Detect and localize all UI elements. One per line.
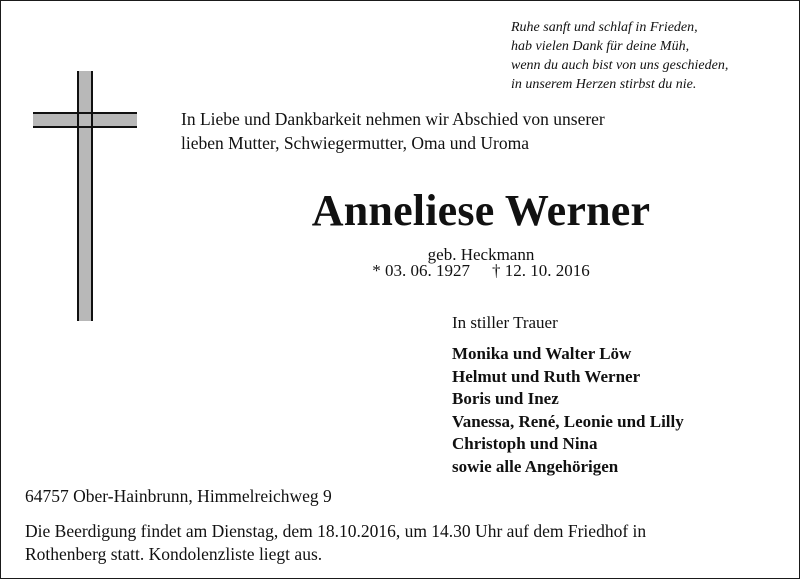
deceased-name: Anneliese Werner	[311, 186, 651, 235]
intro-line: In Liebe und Dankbarkeit nehmen wir Abschied von unserer	[181, 109, 605, 129]
mourner-name: Vanessa, René, Leonie und Lilly	[452, 411, 684, 431]
funeral-line: Rothenberg statt. Kondolenzliste liegt aus.	[25, 544, 323, 564]
poem-line: wenn du auch bist von uns geschieden,	[511, 58, 729, 73]
family-address: 64757 Ober-Hainbrunn, Himmelreichweg 9	[25, 486, 332, 506]
intro-text	[181, 107, 701, 155]
funeral-line: Die Beerdigung findet am Dienstag, dem 18.10.2016, um 14.30 Uhr auf dem Friedhof in	[25, 521, 647, 541]
cross-vertical-fill	[79, 71, 91, 321]
mourner-name: Helmut und Ruth Werner	[452, 366, 641, 386]
cross-horizontal-fill	[33, 114, 137, 126]
birth-date: 03. 06. 1927	[385, 261, 470, 280]
mourning-heading: In stiller Trauer	[452, 313, 558, 332]
mourner-name: Monika und Walter Löw	[452, 344, 632, 363]
intro-line: lieben Mutter, Schwiegermutter, Oma und Uroma	[181, 133, 530, 153]
mourner-name: Christoph und Nina	[452, 434, 598, 453]
life-dates	[241, 260, 721, 282]
funeral-info	[25, 520, 765, 566]
mourners-list	[452, 343, 684, 478]
poem	[511, 18, 791, 94]
maiden-name: geb. Heckmann	[427, 245, 535, 264]
mourner-name: Boris und Inez	[452, 389, 559, 408]
death-cross-icon: †	[492, 261, 501, 280]
death-date: 12. 10. 2016	[504, 261, 590, 280]
poem-line: hab vielen Dank für deine Müh,	[511, 39, 690, 54]
birth-symbol-icon: *	[372, 261, 381, 280]
mourner-name: sowie alle Angehörigen	[452, 456, 619, 476]
poem-line: Ruhe sanft und schlaf in Frieden,	[511, 20, 698, 35]
latin-cross-icon	[29, 71, 141, 321]
poem-line: in unserem Herzen stirbst du nie.	[511, 77, 697, 92]
